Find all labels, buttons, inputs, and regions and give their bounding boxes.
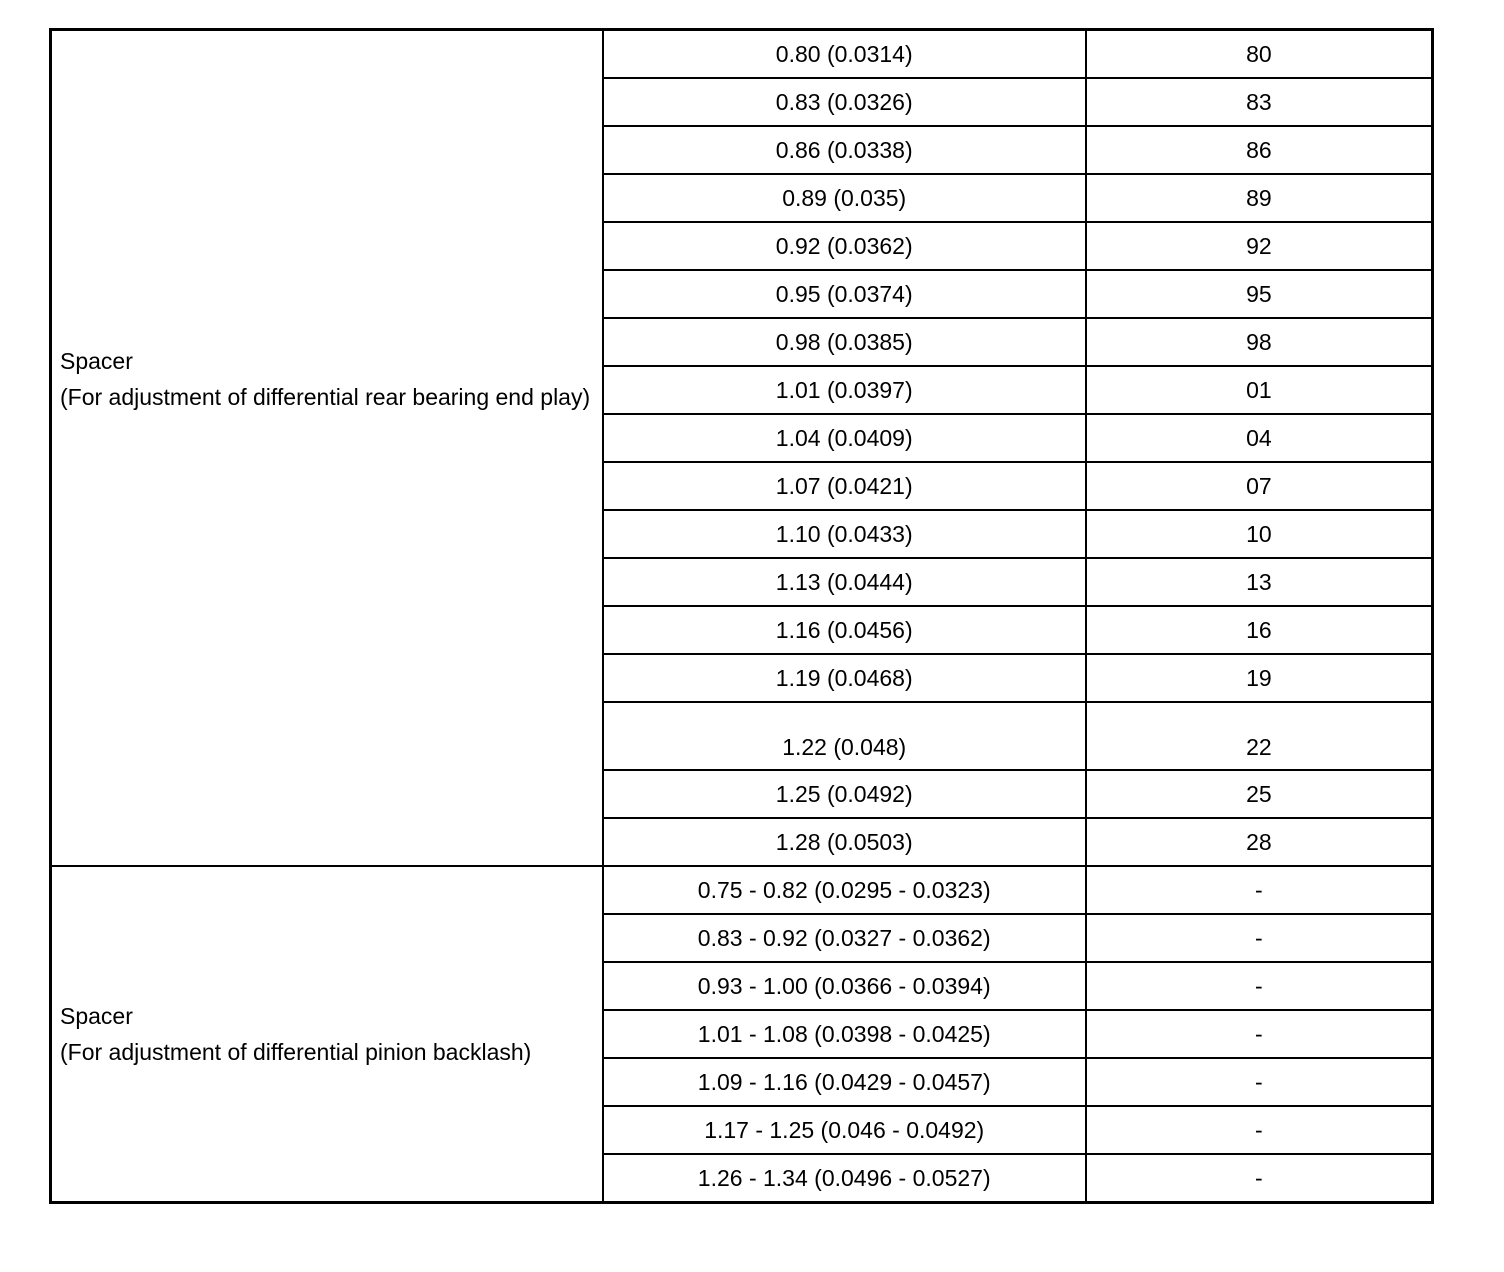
- spacer-spec-table-body: [51, 30, 1433, 1203]
- mark-cell: 98: [1086, 318, 1433, 366]
- thickness-cell: 1.13 (0.0444): [603, 558, 1086, 606]
- mark-cell: 28: [1086, 818, 1433, 866]
- mark-cell: 83: [1086, 78, 1433, 126]
- mark-cell: 92: [1086, 222, 1433, 270]
- part-cell-content: [60, 998, 594, 1070]
- thickness-cell: 0.75 - 0.82 (0.0295 - 0.0323): [603, 866, 1086, 914]
- thickness-cell: 0.89 (0.035): [603, 174, 1086, 222]
- table-row: [51, 866, 1433, 914]
- thickness-cell: 1.16 (0.0456): [603, 606, 1086, 654]
- thickness-cell: 0.83 (0.0326): [603, 78, 1086, 126]
- part-name: Spacer: [60, 348, 133, 374]
- mark-cell: 95: [1086, 270, 1433, 318]
- thickness-cell: 0.98 (0.0385): [603, 318, 1086, 366]
- mark-cell: -: [1086, 1058, 1433, 1106]
- thickness-cell: 0.80 (0.0314): [603, 30, 1086, 79]
- mark-cell: -: [1086, 1154, 1433, 1203]
- thickness-cell: 1.01 (0.0397): [603, 366, 1086, 414]
- mark-cell: -: [1086, 1010, 1433, 1058]
- thickness-cell: 0.92 (0.0362): [603, 222, 1086, 270]
- mark-cell: 10: [1086, 510, 1433, 558]
- mark-cell: -: [1086, 1106, 1433, 1154]
- mark-cell: 01: [1086, 366, 1433, 414]
- mark-cell: 13: [1086, 558, 1433, 606]
- thickness-cell: 1.10 (0.0433): [603, 510, 1086, 558]
- mark-cell: 07: [1086, 462, 1433, 510]
- mark-cell: 25: [1086, 770, 1433, 818]
- thickness-cell: 1.17 - 1.25 (0.046 - 0.0492): [603, 1106, 1086, 1154]
- mark-cell: -: [1086, 866, 1433, 914]
- thickness-cell: 1.19 (0.0468): [603, 654, 1086, 702]
- mark-cell: 89: [1086, 174, 1433, 222]
- mark-cell: 19: [1086, 654, 1433, 702]
- thickness-cell: 0.93 - 1.00 (0.0366 - 0.0394): [603, 962, 1086, 1010]
- mark-cell: -: [1086, 914, 1433, 962]
- thickness-cell: 1.04 (0.0409): [603, 414, 1086, 462]
- part-cell-content: [60, 31, 594, 415]
- part-description: (For adjustment of differential rear bearing end play): [60, 384, 591, 410]
- thickness-cell: 0.95 (0.0374): [603, 270, 1086, 318]
- spacer-spec-table: [49, 28, 1434, 1204]
- mark-cell: 86: [1086, 126, 1433, 174]
- part-name: Spacer: [60, 1003, 133, 1029]
- mark-cell: 80: [1086, 30, 1433, 79]
- thickness-cell: 1.09 - 1.16 (0.0429 - 0.0457): [603, 1058, 1086, 1106]
- part-cell: [51, 866, 603, 1203]
- thickness-cell: 1.28 (0.0503): [603, 818, 1086, 866]
- thickness-cell: 1.01 - 1.08 (0.0398 - 0.0425): [603, 1010, 1086, 1058]
- part-description: (For adjustment of differential pinion backlash): [60, 1039, 532, 1065]
- part-cell: [51, 30, 603, 867]
- thickness-cell: 0.86 (0.0338): [603, 126, 1086, 174]
- mark-cell: -: [1086, 962, 1433, 1010]
- thickness-cell: 1.25 (0.0492): [603, 770, 1086, 818]
- mark-cell: 16: [1086, 606, 1433, 654]
- thickness-cell: 1.26 - 1.34 (0.0496 - 0.0527): [603, 1154, 1086, 1203]
- thickness-cell: 1.22 (0.048): [603, 702, 1086, 770]
- thickness-cell: 1.07 (0.0421): [603, 462, 1086, 510]
- thickness-cell: 0.83 - 0.92 (0.0327 - 0.0362): [603, 914, 1086, 962]
- table-row: [51, 30, 1433, 79]
- mark-cell: 04: [1086, 414, 1433, 462]
- mark-cell: 22: [1086, 702, 1433, 770]
